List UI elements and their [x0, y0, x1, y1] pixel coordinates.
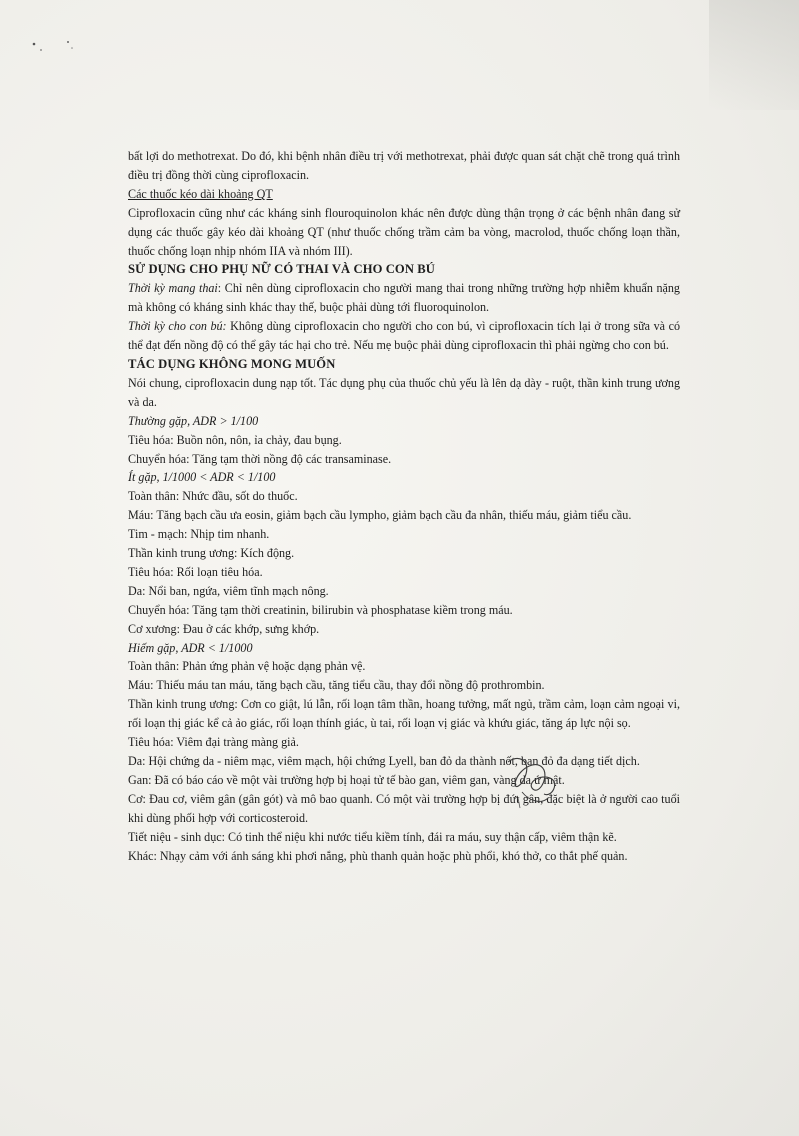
line-blood-uncommon: Máu: Tăng bạch cầu ưa eosin, giảm bạch cầu lympho, giảm bạch cầu đa nhân, thiếu máu, giảm tiểu cầu. — [128, 508, 632, 523]
paragraph-qt: Ciprofloxacin cũng như các kháng sinh flouroquinolon khác nên được dùng thận trọng ở các bệnh nhân đang sử dụng các thuốc gây kéo dài khoảng QT (như thuốc chống trầm cảm ba vòng, macrolod, thuốc chống loạn thần, thuốc chống loạn nhịp nhóm IIA và nhóm III). — [128, 205, 680, 258]
frequency-rare: Hiếm gặp, ADR < 1/1000 — [128, 640, 253, 655]
paragraph-pregnancy — [128, 279, 680, 317]
line-metabolic-common: Chuyển hóa: Tăng tạm thời nồng độ các transaminase. — [128, 451, 392, 466]
line-cardio-uncommon: Tim - mạch: Nhịp tim nhanh. — [128, 527, 270, 542]
line-general-uncommon: Toàn thân: Nhức đầu, sốt do thuốc. — [128, 489, 298, 504]
scan-shadow — [709, 0, 799, 110]
text-pregnancy: : Chỉ nên dùng ciprofloxacin cho người mang thai trong những trường hợp nhiễm khuẩn nặng mà không có kháng sinh khác thay thế, buộc phải dùng tới fluoroquinolon. — [128, 281, 680, 315]
line-digestive-common: Tiêu hóa: Buồn nôn, nôn, ỉa chảy, đau bụng. — [128, 432, 342, 447]
label-lactation: Thời kỳ cho con bú: — [128, 319, 227, 334]
line-blood-rare: Máu: Thiếu máu tan máu, tăng bạch cầu, tăng tiểu cầu, thay đổi nồng độ prothrombin. — [128, 678, 545, 693]
line-skin-rare: Da: Hội chứng da - niêm mạc, viêm mạch, hội chứng Lyell, ban đỏ da thành nốt, ban đỏ đa dạng tiết dịch. — [128, 754, 640, 768]
line-digestive-uncommon: Tiêu hóa: Rối loạn tiêu hóa. — [128, 564, 263, 579]
paragraph-methotrexat: bất lợi do methotrexat. Do đó, khi bệnh nhân điều trị với methotrexat, phải được quan sát chặt chẽ trong quá trình điều trị đồng thời cùng ciprofloxacin. — [128, 149, 680, 182]
line-other-rare: Khác: Nhạy cảm với ánh sáng khi phơi nắng, phù thanh quản hoặc phù phổi, khó thở, co thắt phế quản. — [128, 848, 628, 863]
line-skin-uncommon: Da: Nổi ban, ngứa, viêm tĩnh mạch nông. — [128, 583, 329, 598]
line-general-rare: Toàn thân: Phản ứng phản vệ hoặc dạng phản vệ. — [128, 659, 366, 674]
handwritten-signature — [478, 752, 598, 812]
line-liver-rare: Gan: Đã có báo cáo về một vài trường hợp bị hoại tử tế bào gan, viêm gan, vàng da ứ mật. — [128, 772, 565, 787]
line-musculo-uncommon: Cơ xương: Đau ở các khớp, sưng khớp. — [128, 621, 320, 636]
scan-specks — [28, 38, 88, 58]
line-cns-uncommon: Thần kinh trung ương: Kích động. — [128, 546, 295, 561]
line-muscle-rare: Cơ: Đau cơ, viêm gân (gân gót) và mô bao quanh. Có một vài trường hợp bị đứt gân, đặc biệt là ở người cao tuổi khi dùng phối hợp với corticosteroid. — [128, 791, 680, 825]
text-lactation: Không dùng ciprofloxacin cho người cho con bú, vì ciprofloxacin tích lại ở trong sữa và có thể đạt đến nồng độ có thể gây tác hại cho trẻ. Nếu mẹ buộc phải dùng ciprofloxacin thì phải ngừng cho con bú. — [128, 319, 680, 353]
label-pregnancy: Thời kỳ mang thai — [128, 281, 218, 296]
line-metabolic-uncommon: Chuyển hóa: Tăng tạm thời creatinin, bilirubin và phosphatase kiềm trong máu. — [128, 602, 513, 617]
paragraph-lactation — [128, 317, 680, 355]
paragraph-tolerance: Nói chung, ciprofloxacin dung nạp tốt. Tác dụng phụ của thuốc chủ yếu là lên dạ dày - ruột, thần kinh trung ương và da. — [128, 375, 680, 409]
heading-adverse-effects: TÁC DỤNG KHÔNG MONG MUỐN — [128, 356, 336, 371]
line-urogenital-rare: Tiết niệu - sinh dục: Có tinh thể niệu khi nước tiểu kiềm tính, đái ra máu, suy thận cấp, viêm thận kẽ. — [128, 829, 617, 844]
heading-pregnancy: SỬ DỤNG CHO PHỤ NỮ CÓ THAI VÀ CHO CON BÚ — [128, 262, 435, 277]
frequency-uncommon: Ít gặp, 1/1000 < ADR < 1/100 — [128, 470, 276, 485]
line-digestive-rare: Tiêu hóa: Viêm đại tràng màng giả. — [128, 735, 299, 750]
subheading-qt: Các thuốc kéo dài khoảng QT — [128, 186, 273, 201]
line-cns-rare: Thần kinh trung ương: Cơn co giật, lú lẫn, rối loạn tâm thần, hoang tưởng, mất ngủ, trầm cảm, loạn cảm ngoại vi, rối loạn thị giác kể cả ảo giác, rối loạn thính giác, ù tai, rối loạn vị giác và khứu giác, tăng áp lực nội sọ. — [128, 697, 680, 731]
frequency-common: Thường gặp, ADR > 1/100 — [128, 413, 259, 428]
